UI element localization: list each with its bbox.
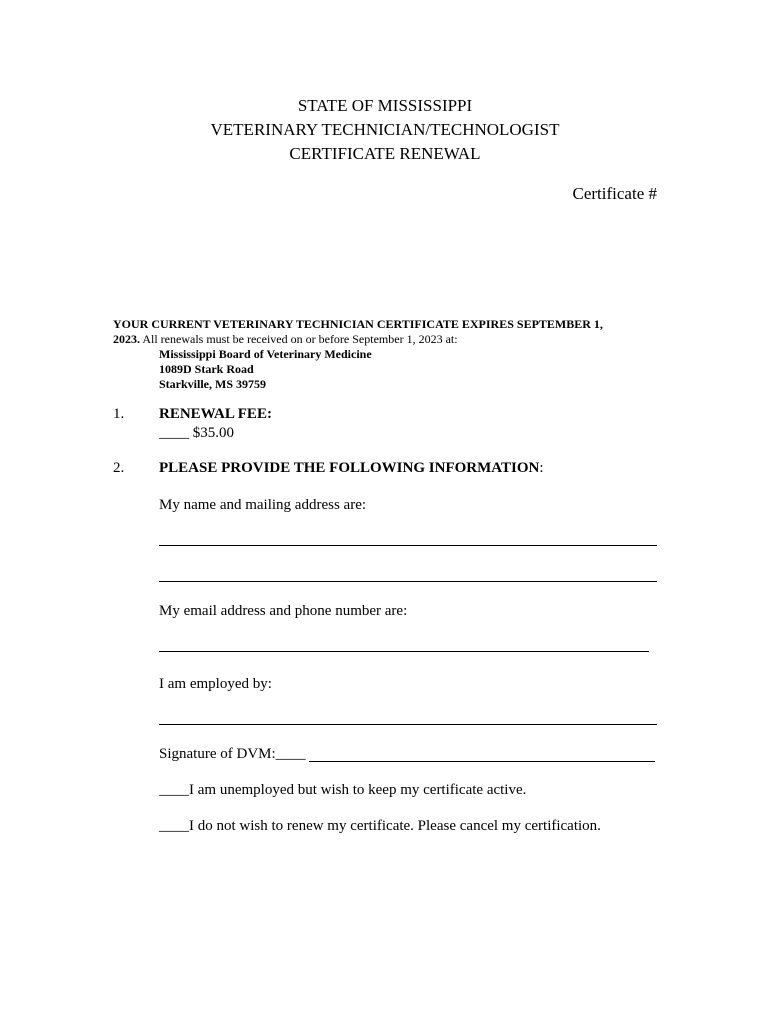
email-phone-line[interactable] bbox=[159, 651, 649, 652]
dvm-signature-line[interactable] bbox=[309, 761, 655, 762]
name-address-line-1[interactable] bbox=[159, 545, 657, 546]
header-subtitle: CERTIFICATE RENEWAL bbox=[289, 144, 481, 163]
section-number-2: 2. bbox=[113, 460, 125, 476]
address-line-city: Starkville, MS 39759 bbox=[159, 377, 266, 391]
name-address-line-2[interactable] bbox=[159, 581, 657, 582]
address-line-street: 1089D Stark Road bbox=[159, 362, 254, 376]
email-phone-label: My email address and phone number are: bbox=[159, 603, 408, 619]
unemployed-option[interactable]: ____I am unemployed but wish to keep my certificate active. bbox=[159, 782, 527, 798]
section-number-1: 1. bbox=[113, 406, 125, 422]
information-section-title bbox=[159, 460, 544, 477]
employer-line[interactable] bbox=[159, 724, 657, 725]
expiration-notice bbox=[113, 317, 603, 347]
header-state: STATE OF MISSISSIPPI bbox=[297, 96, 473, 115]
expiration-year: 2023. bbox=[113, 332, 140, 346]
renewal-fee-amount[interactable]: ____ $35.00 bbox=[159, 425, 234, 441]
information-section-title-colon: : bbox=[539, 460, 544, 476]
expiration-notice-bold: YOUR CURRENT VETERINARY TECHNICIAN CERTIFICATE EXPIRES SEPTEMBER 1, bbox=[113, 317, 603, 331]
name-address-label: My name and mailing address are: bbox=[159, 497, 367, 513]
certificate-number-label: Certificate # bbox=[572, 184, 657, 203]
dvm-signature-label: Signature of DVM:____ bbox=[159, 746, 306, 762]
employer-label: I am employed by: bbox=[159, 676, 272, 692]
expiration-notice-text: All renewals must be received on or before September 1, 2023 at: bbox=[140, 332, 458, 346]
address-line-board: Mississippi Board of Veterinary Medicine bbox=[159, 347, 372, 361]
header-title: VETERINARY TECHNICIAN/TECHNOLOGIST bbox=[210, 120, 560, 139]
information-section-title-bold: PLEASE PROVIDE THE FOLLOWING INFORMATION bbox=[159, 460, 540, 476]
cancel-certification-option[interactable]: ____I do not wish to renew my certificate. Please cancel my certification. bbox=[159, 818, 601, 834]
renewal-fee-title: RENEWAL FEE: bbox=[159, 406, 272, 422]
